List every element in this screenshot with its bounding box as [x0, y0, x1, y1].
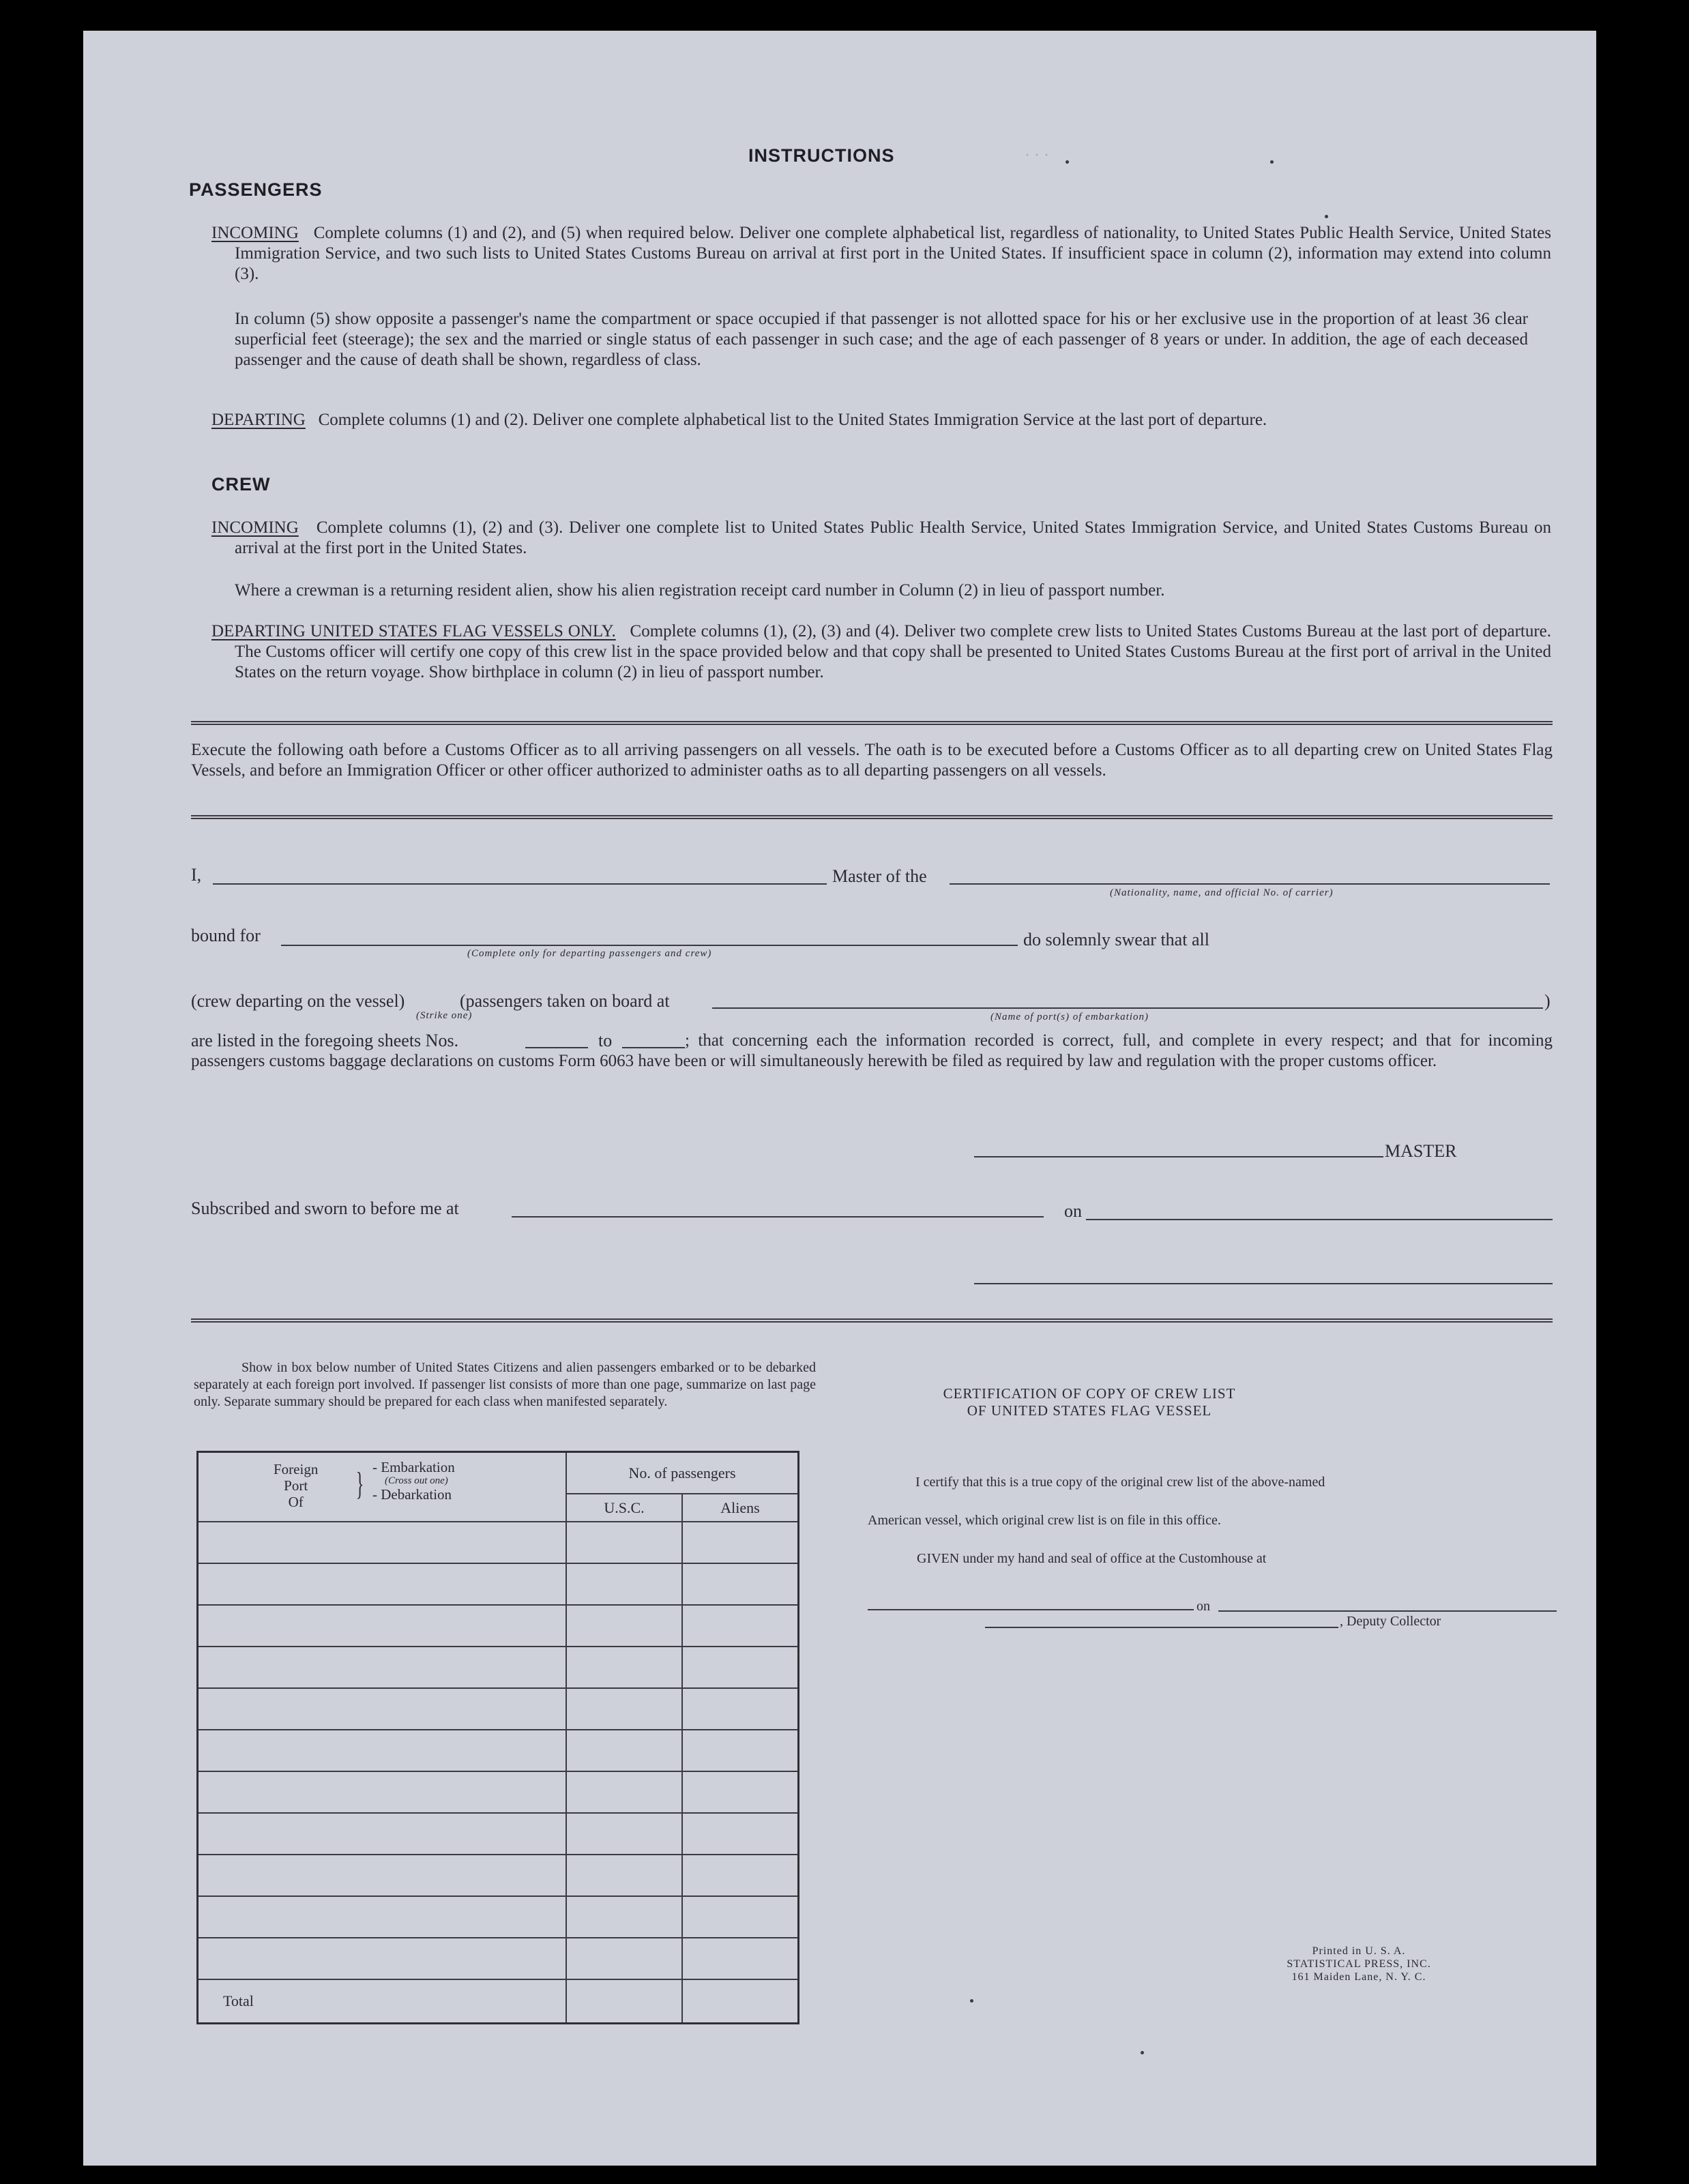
usc-cell[interactable]: [566, 1730, 682, 1771]
usc-cell[interactable]: [566, 1896, 682, 1938]
crew-incoming-block: [211, 518, 1551, 559]
oath-statement: [191, 1031, 1553, 1072]
certification-title-line2: OF UNITED STATES FLAG VESSEL: [967, 1402, 1212, 1419]
ink-speck: [1325, 215, 1328, 218]
total-row: [198, 1979, 799, 2023]
ink-speck: [1066, 160, 1069, 164]
total-usc-cell[interactable]: [566, 1979, 682, 2023]
aliens-cell[interactable]: [682, 1813, 799, 1855]
aliens-cell[interactable]: [682, 1522, 799, 1563]
usc-cell[interactable]: [566, 1855, 682, 1896]
port-row: [198, 1855, 799, 1896]
ink-speck: [1141, 2051, 1144, 2054]
port-cell[interactable]: [198, 1938, 567, 1979]
usc-cell[interactable]: [566, 1647, 682, 1688]
port-row: [198, 1688, 799, 1730]
aliens-cell[interactable]: [682, 1938, 799, 1979]
usc-cell[interactable]: [566, 1605, 682, 1647]
total-aliens-cell[interactable]: [682, 1979, 799, 2023]
port-row: [198, 1896, 799, 1938]
usc-cell[interactable]: [566, 1522, 682, 1563]
certification-on-label: on: [1196, 1599, 1210, 1614]
passengers-incoming-label: INCOMING: [211, 224, 299, 242]
carrier-caption: (Nationality, name, and official No. of carrier): [1110, 887, 1334, 898]
printer-line3: 161 Maiden Lane, N. Y. C.: [1291, 1971, 1426, 1983]
embarkation-caption: (Name of port(s) of embarkation): [990, 1012, 1149, 1022]
aliens-cell[interactable]: [682, 1855, 799, 1896]
officer-signature-line[interactable]: [974, 1283, 1553, 1284]
deputy-collector-label: , Deputy Collector: [1340, 1614, 1441, 1629]
crew-incoming-text: Complete columns (1), (2) and (3). Deliver one complete list to United States Public Health Service, United States Immigration Service, and United States Customs Bureau on arrival at the first port in the United States.: [235, 518, 1551, 557]
ink-speck: [970, 1999, 973, 2003]
port-row: [198, 1522, 799, 1563]
printer-line2: STATISTICAL PRESS, INC.: [1287, 1958, 1431, 1970]
passengers-column5-text: In column (5) show opposite a passenger's name the compartment or space occupied if that passenger is not allotted space for his or her exclusive use in the proportion of at least 36 clear superficial feet (steerage); the sex and the married or single status of each passenger in such case; and the age of each passenger of 8 years or under. In addition, the age of each deceased passenger and the cause of death shall be shown, regardless of class.: [235, 310, 1528, 369]
embark-debark-label: [372, 1460, 455, 1502]
crew-departing-label: DEPARTING UNITED STATES FLAG VESSELS ONLY.: [211, 622, 616, 640]
section-divider: [191, 815, 1553, 819]
port-cell[interactable]: [198, 1605, 567, 1647]
foreign-label: Foreign: [274, 1461, 319, 1477]
usc-cell[interactable]: [566, 1771, 682, 1813]
port-row: [198, 1647, 799, 1688]
sworn-place-field[interactable]: [512, 1216, 1044, 1218]
crew-heading: CREW: [211, 474, 271, 495]
certification-date-field[interactable]: [1218, 1610, 1557, 1612]
port-row: [198, 1938, 799, 1979]
usc-cell[interactable]: [566, 1563, 682, 1605]
port-cell[interactable]: [198, 1522, 567, 1563]
port-cell[interactable]: [198, 1730, 567, 1771]
passengers-departing-block: [211, 410, 1551, 430]
bleed-through-mark: · · ·: [1025, 147, 1049, 164]
section-divider: [191, 721, 1553, 725]
crew-incoming-label: INCOMING: [211, 518, 299, 537]
brace-symbol: }: [355, 1466, 364, 1502]
listed-in-label: are listed in the foregoing sheets Nos.: [191, 1031, 459, 1050]
no-of-passengers-header: No. of passengers: [566, 1452, 799, 1494]
summary-instruction: Show in box below number of United States Citizens and alien passengers embarked or to be debarked separately at each foreign port involved. If passenger list consists of more than one page, summarize on last page only. Separate summary should be prepared for each class when manifested separately.: [194, 1360, 816, 1409]
aliens-cell[interactable]: [682, 1605, 799, 1647]
port-row: [198, 1771, 799, 1813]
passengers-departing-text: Complete columns (1) and (2). Deliver one complete alphabetical list to the United States Immigration Service at the last port of departure.: [318, 411, 1267, 429]
master-signature-line[interactable]: [974, 1156, 1383, 1157]
certify-line1: I certify that this is a true copy of the original crew list of the above-named: [915, 1475, 1325, 1490]
passengers-departing-label: DEPARTING: [211, 411, 306, 429]
printer-imprint: [1257, 1945, 1461, 1983]
printer-line1: Printed in U. S. A.: [1312, 1945, 1406, 1957]
port-row: [198, 1813, 799, 1855]
debarkation-label: - Debarkation: [372, 1486, 452, 1503]
oath-i-label: I,: [191, 865, 202, 885]
crew-departing-text: Complete columns (1), (2), (3) and (4). Deliver two complete crew lists to United States Customs Bureau at the last port of departure. The Customs officer will certify one copy of this crew list in the space provided below and that copy shall be presented to United States Customs Bureau at the first port of arrival in the United States on the return voyage. Show birthplace in column (2) in lieu of passport number.: [235, 622, 1552, 681]
passengers-incoming-block: [211, 223, 1551, 284]
passengers-incoming-text: Complete columns (1) and (2), and (5) when required below. Deliver one complete alphabetical list, regardless of nationality, to United States Public Health Service, United States Immigration Service, and two such lists to United States Customs Bureau on arrival at first port in the United States. If insufficient space in column (2), information may extend into column (3).: [235, 224, 1551, 283]
of-label: Of: [288, 1494, 304, 1510]
certify-line2: American vessel, which original crew list is on file in this office.: [868, 1513, 1221, 1528]
oath-instruction: Execute the following oath before a Customs Officer as to all arriving passengers on all vessels. The oath is to be executed before a Customs Officer as to all departing crew on United States Flag Vessels, and before an Immigration Officer or other officer authorized to administer oaths as to all departing passengers on all vessels.: [191, 741, 1553, 780]
certification-title-line1: CERTIFICATION OF COPY OF CREW LIST: [943, 1385, 1236, 1402]
deputy-collector-line[interactable]: [985, 1627, 1338, 1628]
embarkation-ports-field[interactable]: [712, 1007, 1543, 1009]
port-cell[interactable]: [198, 1688, 567, 1730]
port-cell[interactable]: [198, 1647, 567, 1688]
usc-cell[interactable]: [566, 1688, 682, 1730]
aliens-cell[interactable]: [682, 1896, 799, 1938]
subscribed-label: Subscribed and sworn to before me at: [191, 1198, 459, 1218]
close-paren: ): [1544, 991, 1551, 1011]
port-cell[interactable]: [198, 1855, 567, 1896]
aliens-cell[interactable]: [682, 1730, 799, 1771]
port-row: [198, 1563, 799, 1605]
master-name-field[interactable]: [213, 883, 827, 885]
customhouse-field[interactable]: [868, 1609, 1194, 1610]
port-cell[interactable]: [198, 1813, 567, 1855]
to-label: to: [598, 1031, 613, 1050]
ports-summary-table: [196, 1451, 799, 2024]
aliens-cell[interactable]: [682, 1688, 799, 1730]
aliens-cell[interactable]: [682, 1563, 799, 1605]
swear-text: do solemnly swear that all: [1023, 930, 1209, 949]
passengers-taken-option: (passengers taken on board at: [460, 991, 670, 1011]
given-text: GIVEN under my hand and seal of office at the Customhouse at: [917, 1551, 1267, 1566]
port-label: Port: [284, 1477, 308, 1494]
aliens-cell[interactable]: [682, 1771, 799, 1813]
oath-statement-text: ; that concerning each the information recorded is correct, full, and complete in every respect; and that for incoming passengers customs baggage declarations on customs Form 6063 have been or will simultaneously herewith be filed as required by law and regulation with the proper customs officer.: [191, 1031, 1553, 1070]
aliens-cell[interactable]: [682, 1647, 799, 1688]
certification-title: [881, 1385, 1297, 1419]
crew-departing-block: [211, 621, 1551, 683]
port-cell[interactable]: [198, 1771, 567, 1813]
total-label: Total: [198, 1979, 567, 2023]
port-row: [198, 1605, 799, 1647]
bound-for-caption: (Complete only for departing passengers and crew): [467, 948, 712, 959]
ink-speck: [1270, 160, 1274, 164]
sworn-date-field[interactable]: [1086, 1219, 1553, 1220]
usc-cell[interactable]: [566, 1938, 682, 1979]
crew-resident-text: Where a crewman is a returning resident alien, show his alien registration receipt card number in Column (2) in lieu of passport number.: [235, 581, 1165, 600]
carrier-field[interactable]: [950, 883, 1550, 885]
crew-departing-option: (crew departing on the vessel): [191, 991, 405, 1011]
usc-cell[interactable]: [566, 1813, 682, 1855]
foreign-port-of-label: [274, 1461, 318, 1510]
sworn-on-label: on: [1064, 1201, 1082, 1221]
aliens-header: Aliens: [682, 1494, 799, 1522]
port-cell[interactable]: [198, 1563, 567, 1605]
master-of-label: Master of the: [832, 866, 927, 886]
bound-for-field[interactable]: [281, 945, 1018, 946]
port-row: [198, 1730, 799, 1771]
bound-for-label: bound for: [191, 926, 261, 945]
port-rows: [198, 1522, 799, 1979]
strike-one-caption: (Strike one): [416, 1010, 473, 1021]
usc-header: U.S.C.: [566, 1494, 682, 1522]
page-title: INSTRUCTIONS: [748, 145, 895, 166]
embarkation-label: - Embarkation: [372, 1459, 455, 1475]
passengers-heading: PASSENGERS: [189, 179, 323, 200]
port-cell[interactable]: [198, 1896, 567, 1938]
section-divider: [191, 1318, 1553, 1323]
cross-out-label: (Cross out one): [385, 1475, 448, 1486]
master-label: MASTER: [1385, 1141, 1457, 1161]
form-sheet: [83, 31, 1596, 2166]
